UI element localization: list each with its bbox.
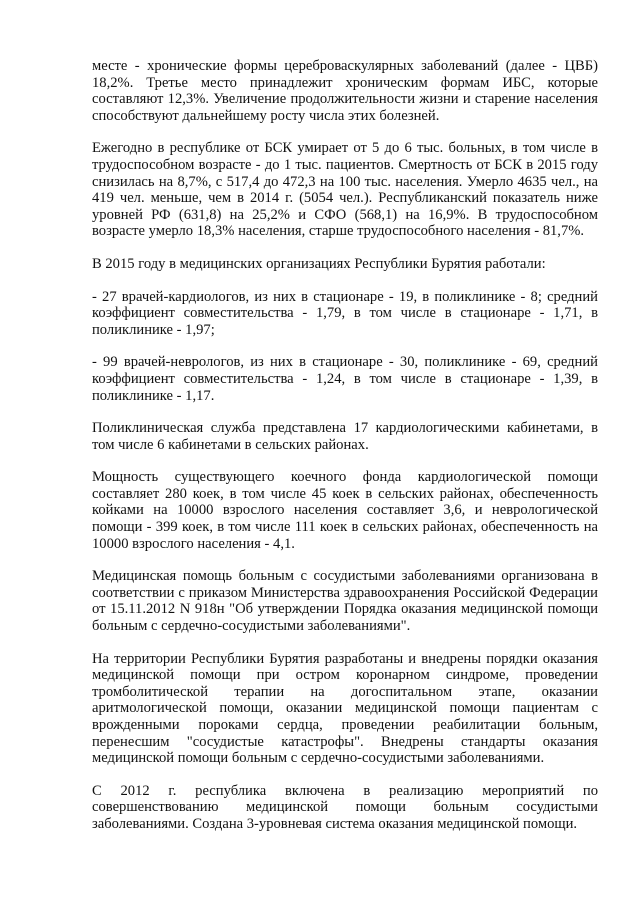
document-page	[92, 58, 598, 849]
paragraph-outpatient-service: Поликлиническая служба представлена 17 кардиологическими кабинетами, в том числе 6 кабинетами в сельских районах.	[92, 420, 598, 453]
paragraph-neurologists: - 99 врачей-неврологов, из них в стационаре - 30, поликлинике - 69, средний коэффициент совместительства - 1,24, в том числе в стационаре - 1,39, в поликлинике - 1,17.	[92, 354, 598, 404]
paragraph-mortality: Ежегодно в республике от БСК умирает от 5 до 6 тыс. больных, в том числе в трудоспособном возрасте - до 1 тыс. пациентов. Смертность от БСК в 2015 году снизилась на 8,7%, с 517,4 до 472,3 на 100 тыс. населения. Умерло 4635 чел., на 419 чел. меньше, чем в 2014 г. (5054 чел.). Республиканский показатель ниже уровней РФ (631,8) на 25,2% и СФО (568,1) на 16,9%. В трудоспособном возрасте умерло 18,3% населения, старше трудоспособного населения - 81,7%.	[92, 140, 598, 240]
paragraph-cvd-structure: месте - хронические формы цереброваскулярных заболеваний (далее - ЦВБ) 18,2%. Третье место принадлежит хроническим формам ИБС, которые составляют 12,3%. Увеличение продолжительности жизни и старение населения способствуют дальнейшему росту числа этих болезней.	[92, 58, 598, 124]
paragraph-three-level-system: С 2012 г. республика включена в реализацию мероприятий по совершенствованию медицинской помощи больным сосудистыми заболеваниями. Создана 3-уровневая система оказания медицинской помощи.	[92, 782, 598, 832]
paragraph-cardiologists: - 27 врачей-кардиологов, из них в стационаре - 19, в поликлинике - 8; средний коэффициент совместительства - 1,79, в том числе в стационаре - 1,71, в поликлинике - 1,97;	[92, 288, 598, 338]
paragraph-care-procedures: На территории Республики Бурятия разработаны и внедрены порядки оказания медицинской помощи при остром коронарном синдроме, проведении тромболитической терапии на догоспитальном этапе, оказании аритмологической помощи, оказании медицинской помощи пациентам с врожденными пороками сердца, проведении реабилитации больным, перенесшим "сосудистые катастрофы". Внедрены стандарты оказания медицинской помощи больным с сердечно-сосудистыми заболеваниями.	[92, 650, 598, 767]
paragraph-ministry-order: Медицинская помощь больным с сосудистыми заболеваниями организована в соответствии с приказом Министерства здравоохранения Российской Федерации от 15.11.2012 N 918н "Об утверждении Порядка оказания медицинской помощи больным с сердечно-сосудистыми заболеваниями".	[92, 568, 598, 635]
paragraph-bed-capacity: Мощность существующего коечного фонда кардиологической помощи составляет 280 коек, в том числе 45 коек в сельских районах, обеспеченность койками на 10000 взрослого населения составляет 3,6, и неврологической помощи - 399 коек, в том числе 111 коек в сельских районах, обеспеченность на 10000 взрослого населения - 4,1.	[92, 469, 598, 552]
paragraph-staff-intro: В 2015 году в медицинских организациях Республики Бурятия работали:	[92, 255, 546, 272]
